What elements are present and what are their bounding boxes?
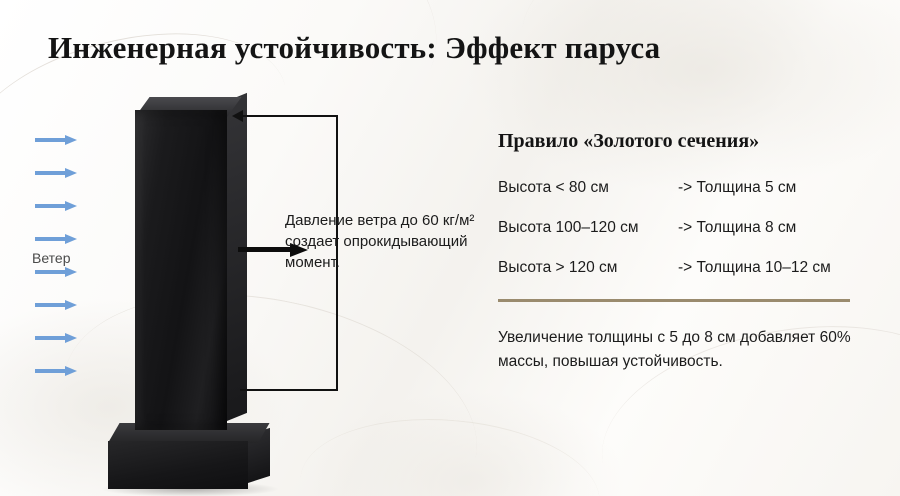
- rules-panel: [498, 130, 878, 374]
- rule-condition: Высота > 120 см: [498, 259, 618, 276]
- section-divider: [498, 299, 850, 302]
- rule-condition: Высота < 80 см: [498, 179, 609, 196]
- monument-base-front: [108, 441, 248, 489]
- wind-arrow-icon: [35, 333, 81, 343]
- dimension-line-bottom: [240, 389, 338, 391]
- monument-illustration: [32, 95, 390, 465]
- monument-stele-front: [135, 110, 227, 430]
- rule-result: -> Толщина 10–12 см: [678, 259, 831, 276]
- rule-result: -> Толщина 5 см: [678, 179, 797, 196]
- rule-result: -> Толщина 8 см: [678, 219, 797, 236]
- rule-row: [498, 219, 878, 237]
- rule-row: [498, 259, 878, 277]
- wind-arrow-group: [35, 135, 145, 405]
- page-title: Инженерная устойчивость: Эффект паруса: [48, 30, 661, 65]
- wind-arrow-icon: [35, 168, 81, 178]
- wind-arrow-icon: [35, 366, 81, 376]
- pressure-note: Давление ветра до 60 кг/м² создает опрокидывающий момент.: [285, 212, 475, 271]
- wind-label: Ветер: [32, 250, 71, 266]
- wind-arrow-icon: [35, 300, 81, 310]
- wind-arrow-icon: [35, 234, 81, 244]
- rule-row: [498, 179, 878, 197]
- dimension-line-top: [240, 115, 338, 117]
- rule-condition: Высота 100–120 см: [498, 219, 639, 236]
- wind-arrow-icon: [35, 201, 81, 211]
- monument-stele-side: [227, 93, 247, 421]
- wind-arrow-icon: [35, 267, 81, 277]
- wind-arrow-icon: [35, 135, 81, 145]
- rules-title: Правило «Золотого сечения»: [498, 130, 760, 152]
- footnote-text: Увеличение толщины с 5 до 8 см добавляет 60% массы, повышая устойчивость.: [498, 329, 851, 370]
